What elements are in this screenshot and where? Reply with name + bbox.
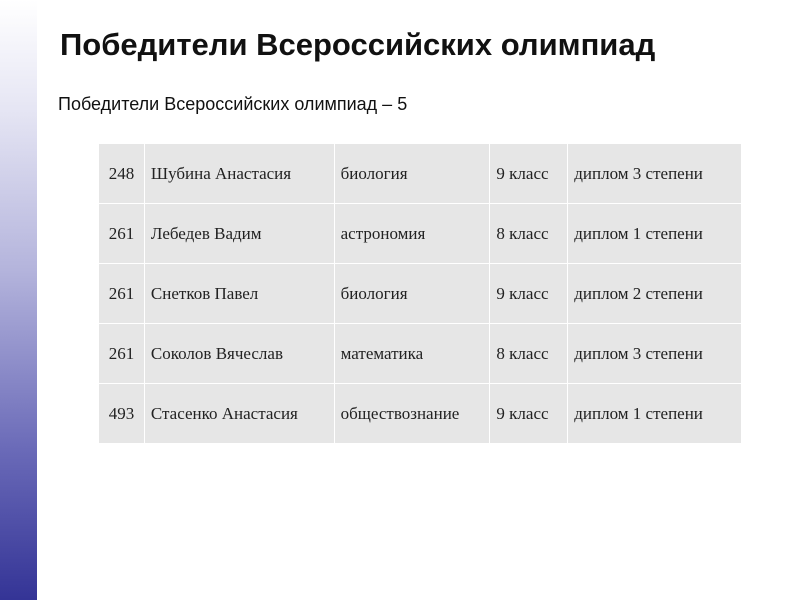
diploma-cell: диплом 1 степени xyxy=(568,384,742,444)
table-row xyxy=(99,264,742,324)
diploma-cell: диплом 2 степени xyxy=(568,264,742,324)
subject-cell: обществознание xyxy=(334,384,490,444)
table-row xyxy=(99,144,742,204)
grade-cell: 9 класс xyxy=(490,264,568,324)
table-row xyxy=(99,324,742,384)
diploma-cell: диплом 1 степени xyxy=(568,204,742,264)
student-name-cell: Лебедев Вадим xyxy=(144,204,334,264)
grade-cell: 9 класс xyxy=(490,144,568,204)
school-number-cell: 261 xyxy=(99,324,145,384)
student-name-cell: Снетков Павел xyxy=(144,264,334,324)
student-name-cell: Шубина Анастасия xyxy=(144,144,334,204)
school-number-cell: 248 xyxy=(99,144,145,204)
slide-subtitle: Победители Всероссийских олимпиад – 5 xyxy=(58,94,408,114)
diploma-cell: диплом 3 степени xyxy=(568,324,742,384)
winners-table xyxy=(98,143,742,444)
subject-cell: биология xyxy=(334,144,490,204)
subject-cell: биология xyxy=(334,264,490,324)
student-name-cell: Соколов Вячеслав xyxy=(144,324,334,384)
table-row xyxy=(99,204,742,264)
diploma-cell: диплом 3 степени xyxy=(568,144,742,204)
school-number-cell: 261 xyxy=(99,204,145,264)
decorative-side-bar xyxy=(0,0,37,600)
table-row xyxy=(99,384,742,444)
school-number-cell: 261 xyxy=(99,264,145,324)
grade-cell: 8 класс xyxy=(490,324,568,384)
subject-cell: математика xyxy=(334,324,490,384)
grade-cell: 9 класс xyxy=(490,384,568,444)
page-title: Победители Всероссийских олимпиад xyxy=(60,27,656,62)
student-name-cell: Стасенко Анастасия xyxy=(144,384,334,444)
subject-cell: астрономия xyxy=(334,204,490,264)
grade-cell: 8 класс xyxy=(490,204,568,264)
school-number-cell: 493 xyxy=(99,384,145,444)
